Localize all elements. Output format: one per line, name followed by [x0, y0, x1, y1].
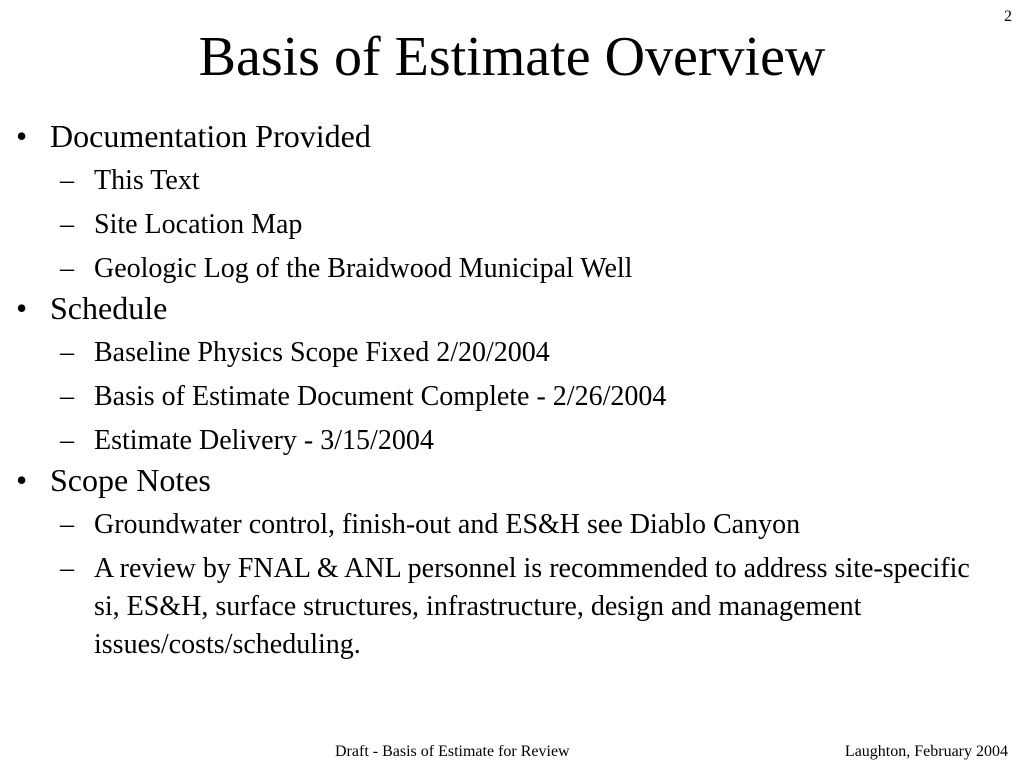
footer-author-date: Laughton, February 2004: [844, 743, 1008, 760]
sub-list: [0, 162, 1024, 288]
sub-item: [0, 422, 994, 460]
dash-glyph: –: [60, 553, 74, 584]
sub-item: [0, 550, 994, 664]
sub-item: [0, 162, 994, 200]
sub-item-text: Site Location Map: [94, 209, 303, 240]
sub-item: [0, 506, 994, 544]
bullet-glyph: •: [16, 462, 28, 498]
section-schedule: [0, 288, 1024, 460]
page-number: 2: [1004, 8, 1012, 25]
bullet-glyph: •: [16, 118, 28, 154]
sub-item: [0, 378, 994, 416]
bullet-item: [0, 460, 1024, 500]
sub-item: [0, 250, 994, 288]
dash-glyph: –: [60, 337, 74, 368]
sub-item-text: A review by FNAL & ANL personnel is recommended to address site-specific si, ES&H, surface structures, infrastructure, design and management issues/costs/scheduling.: [94, 553, 970, 660]
sub-item-text: Baseline Physics Scope Fixed 2/20/2004: [94, 337, 550, 368]
sub-item-text: Groundwater control, finish-out and ES&H see Diablo Canyon: [94, 509, 801, 540]
sub-item-text: Basis of Estimate Document Complete - 2/26/2004: [94, 381, 667, 412]
section-scope-notes: [0, 460, 1024, 664]
sub-item-text: Estimate Delivery - 3/15/2004: [94, 425, 434, 456]
bullet-item: [0, 116, 1024, 156]
sub-list: [0, 506, 1024, 664]
footer-draft-note: Draft - Basis of Estimate for Review: [335, 743, 570, 760]
dash-glyph: –: [60, 165, 74, 196]
sub-item: [0, 206, 994, 244]
bullet-label: Documentation Provided: [50, 118, 371, 154]
slide-title: Basis of Estimate Overview: [198, 26, 826, 88]
section-documentation: [0, 116, 1024, 288]
bullet-glyph: •: [16, 290, 28, 326]
dash-glyph: –: [60, 209, 74, 240]
sub-item: [0, 334, 994, 372]
bullet-item: [0, 288, 1024, 328]
sub-item-text: This Text: [94, 165, 200, 196]
bullet-label: Scope Notes: [50, 462, 211, 498]
slide-content: [0, 116, 1024, 664]
dash-glyph: –: [60, 381, 74, 412]
bullet-label: Schedule: [50, 290, 168, 326]
dash-glyph: –: [60, 253, 74, 284]
dash-glyph: –: [60, 509, 74, 540]
dash-glyph: –: [60, 425, 74, 456]
sub-list: [0, 334, 1024, 460]
sub-item-text: Geologic Log of the Braidwood Municipal Well: [94, 253, 633, 284]
